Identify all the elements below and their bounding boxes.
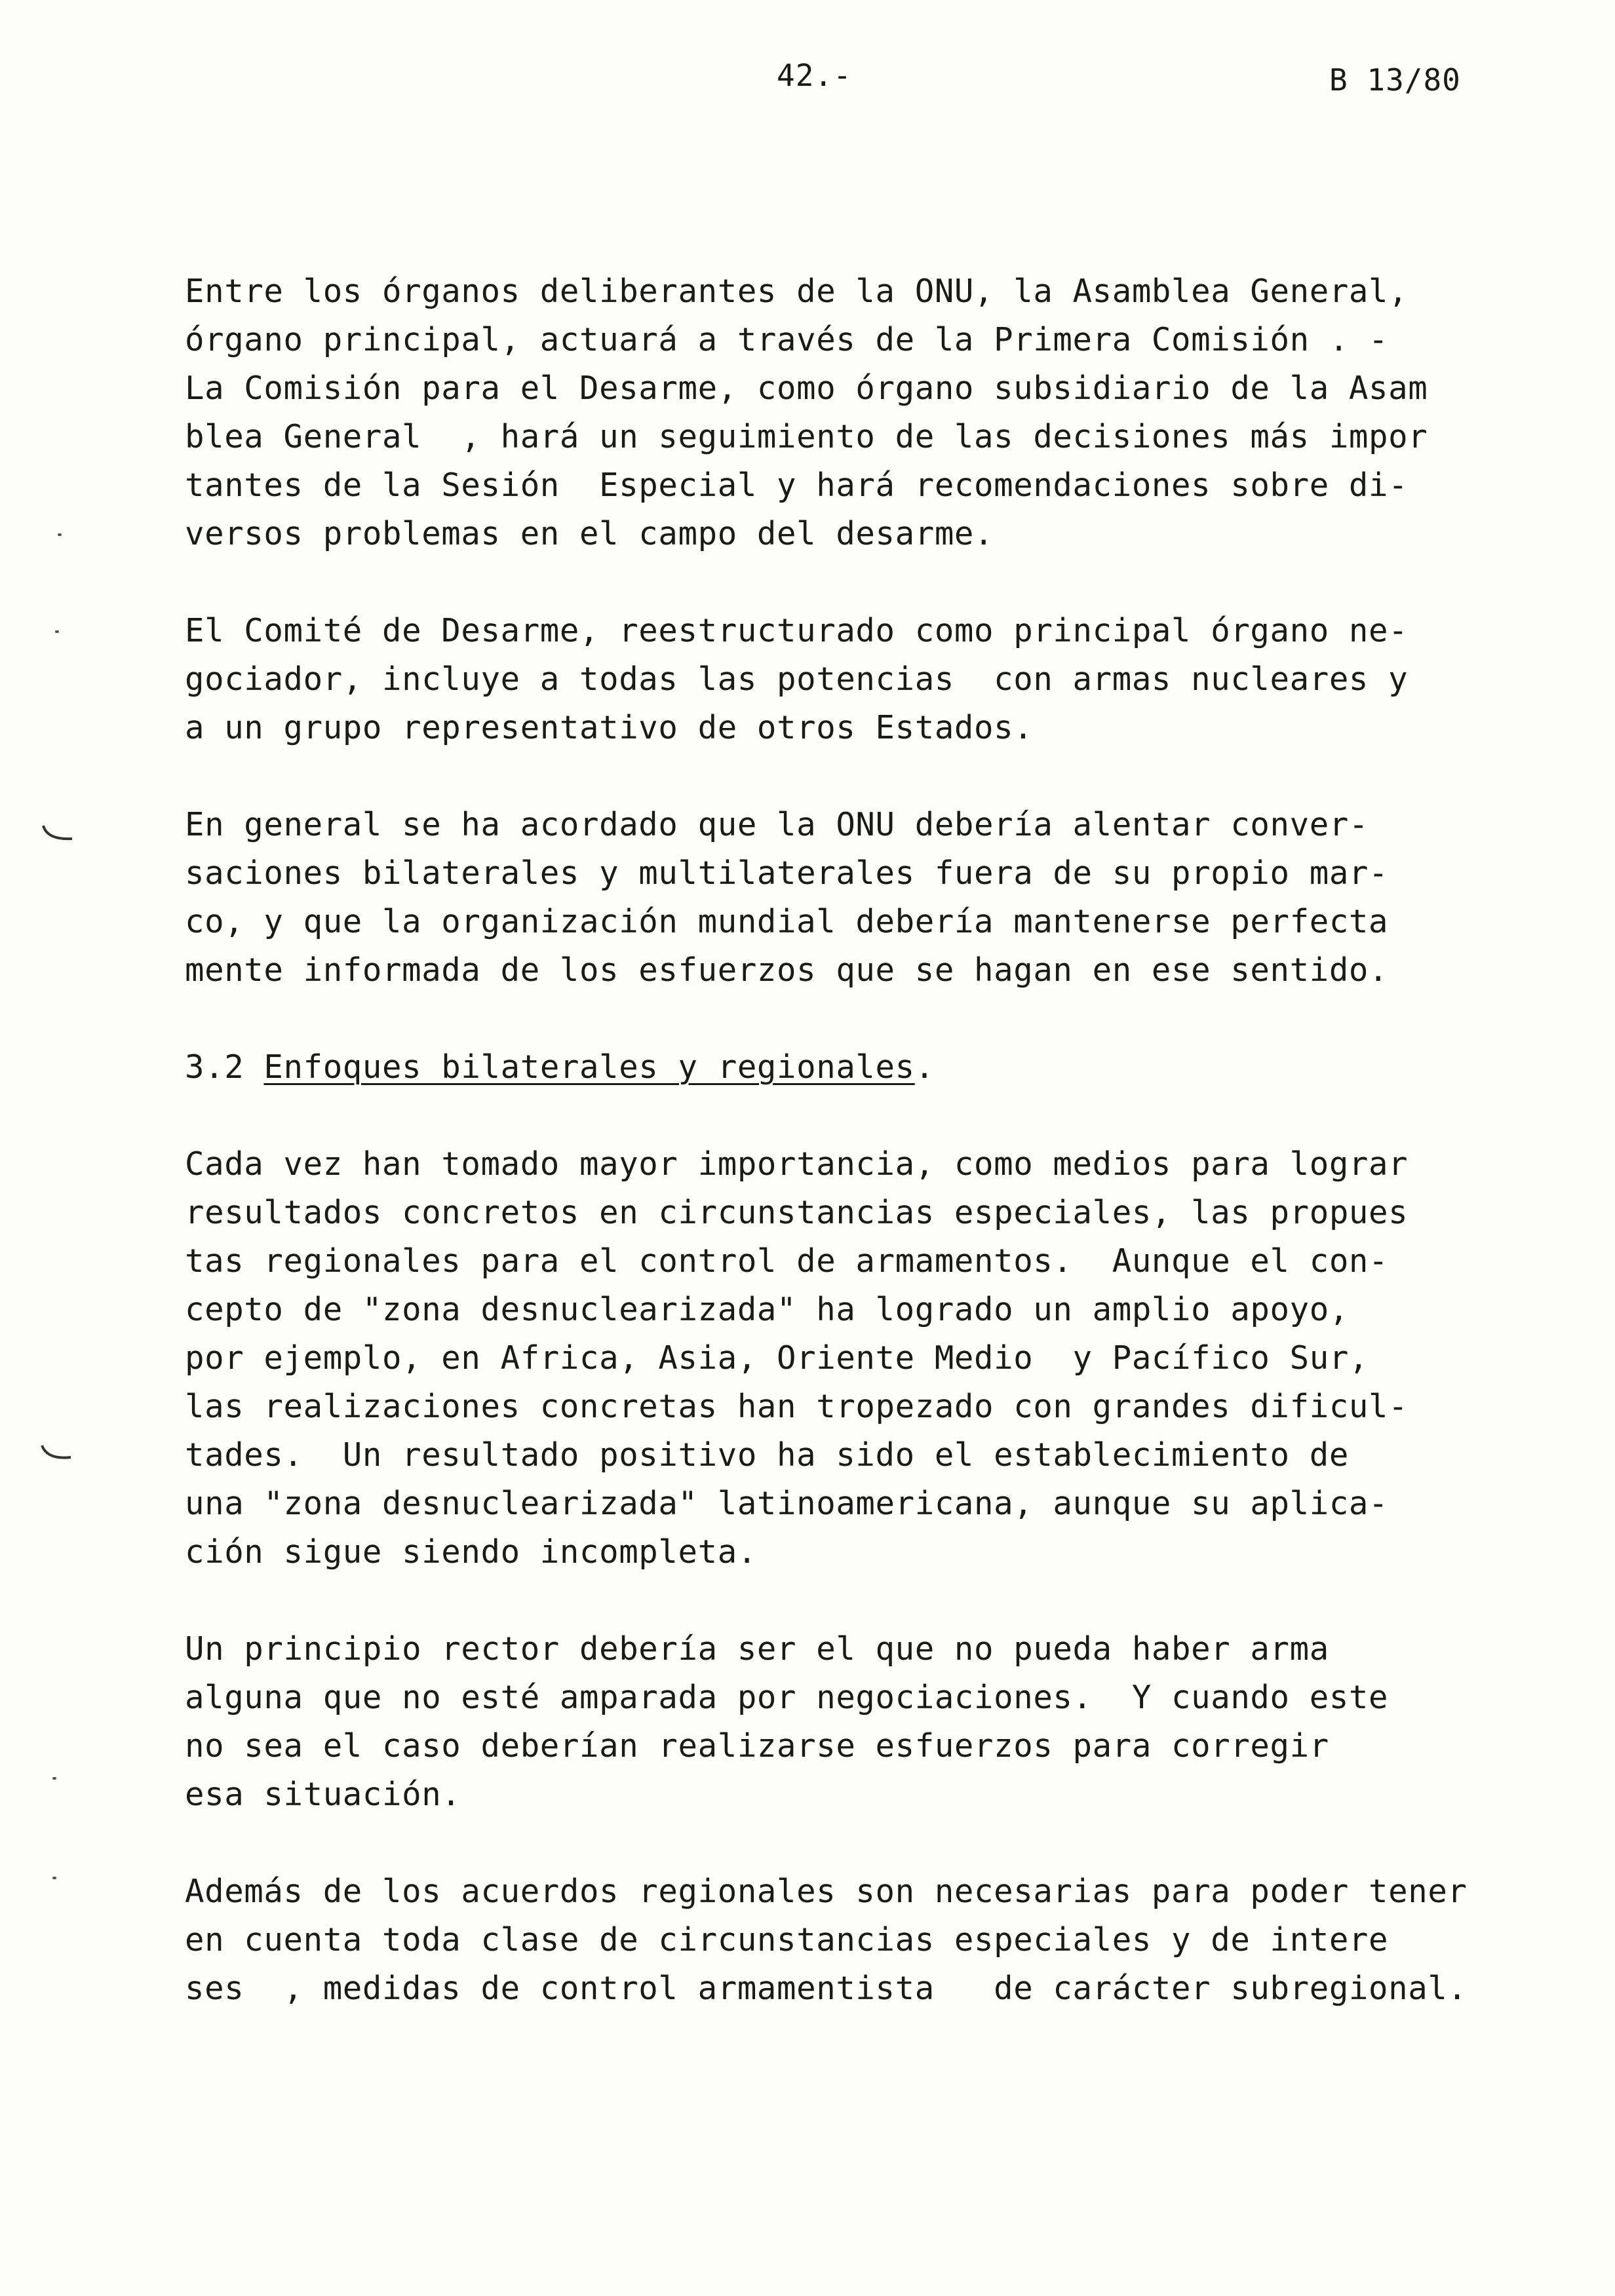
text-line: tades. Un resultado positivo ha sido el establecimiento de — [185, 1436, 1349, 1474]
text-line: Cada vez han tomado mayor importancia, como medios para lograr — [185, 1145, 1409, 1183]
text-line: Un principio rector debería ser el que no pueda haber arma — [185, 1630, 1329, 1668]
text-line: alguna que no esté amparada por negociaciones. Y cuando este — [185, 1679, 1389, 1716]
paragraph-guiding-principle — [185, 1625, 1476, 1819]
paragraph-regional-proposals — [185, 1140, 1476, 1577]
text-line: ses , medidas de control armamentista de carácter subregional. — [185, 1970, 1468, 2007]
paragraph-subregional-measures — [185, 1867, 1476, 2013]
text-line: gociador, incluye a todas las potencias con armas nucleares y — [185, 660, 1409, 698]
section-heading — [185, 1043, 1476, 1092]
text-line: co, y que la organización mundial debería mantenerse perfecta — [185, 903, 1389, 940]
section-title: Enfoques bilaterales y regionales — [263, 1048, 915, 1086]
text-line: En general se ha acordado que la ONU debería alentar conver- — [185, 806, 1369, 843]
margin-dot — [55, 630, 59, 633]
paragraph-disarmament-committee — [185, 607, 1476, 752]
text-line: La Comisión para el Desarme, como órgano subsidiario de la Asam — [185, 370, 1428, 407]
text-line: blea General , hará un seguimiento de las decisiones más impor — [185, 418, 1428, 455]
margin-check-mark — [39, 1443, 73, 1463]
paragraph-bilateral-talks — [185, 801, 1476, 995]
body-text — [185, 267, 1476, 2013]
margin-dot — [52, 1877, 56, 1879]
margin-dot — [52, 1777, 56, 1780]
section-title-suffix: . — [914, 1048, 935, 1086]
text-line: tas regionales para el control de armamentos. Aunque el con- — [185, 1242, 1389, 1280]
text-line: resultados concretos en circunstancias especiales, las propues — [185, 1194, 1409, 1231]
text-line: una "zona desnuclearizada" latinoamericana, aunque su aplica- — [185, 1485, 1389, 1522]
page-number: 42.- — [777, 58, 852, 93]
text-line: a un grupo representativo de otros Estados. — [185, 709, 1034, 746]
text-line: por ejemplo, en Africa, Asia, Oriente Medio y Pacífico Sur, — [185, 1339, 1369, 1377]
text-line: Entre los órganos deliberantes de la ONU, la Asamblea General, — [185, 273, 1409, 310]
text-line: El Comité de Desarme, reestructurado como principal órgano ne- — [185, 612, 1409, 649]
paragraph-deliberative-organs — [185, 267, 1476, 558]
text-line: órgano principal, actuará a través de la Primera Comisión . - — [185, 321, 1389, 358]
text-line: tantes de la Sesión Especial y hará recomendaciones sobre di- — [185, 467, 1409, 504]
text-line: las realizaciones concretas han tropezado con grandes dificul- — [185, 1388, 1409, 1425]
margin-check-mark — [41, 823, 75, 843]
text-line: en cuenta toda clase de circunstancias especiales y de intere — [185, 1921, 1389, 1959]
text-line: versos problemas en el campo del desarme. — [185, 515, 994, 552]
text-line: ción sigue siendo incompleta. — [185, 1533, 757, 1571]
document-reference: B 13/80 — [1329, 62, 1461, 98]
margin-dot — [58, 533, 62, 536]
section-number: 3.2 — [185, 1048, 264, 1086]
text-line: esa situación. — [185, 1776, 461, 1813]
text-line: Además de los acuerdos regionales son necesarias para poder tener — [185, 1873, 1468, 1910]
text-line: mente informada de los esfuerzos que se hagan en ese sentido. — [185, 951, 1389, 989]
text-line: cepto de "zona desnuclearizada" ha logrado un amplio apoyo, — [185, 1291, 1349, 1328]
text-line: no sea el caso deberían realizarse esfuerzos para corregir — [185, 1727, 1329, 1765]
text-line: saciones bilaterales y multilaterales fuera de su propio mar- — [185, 854, 1389, 892]
